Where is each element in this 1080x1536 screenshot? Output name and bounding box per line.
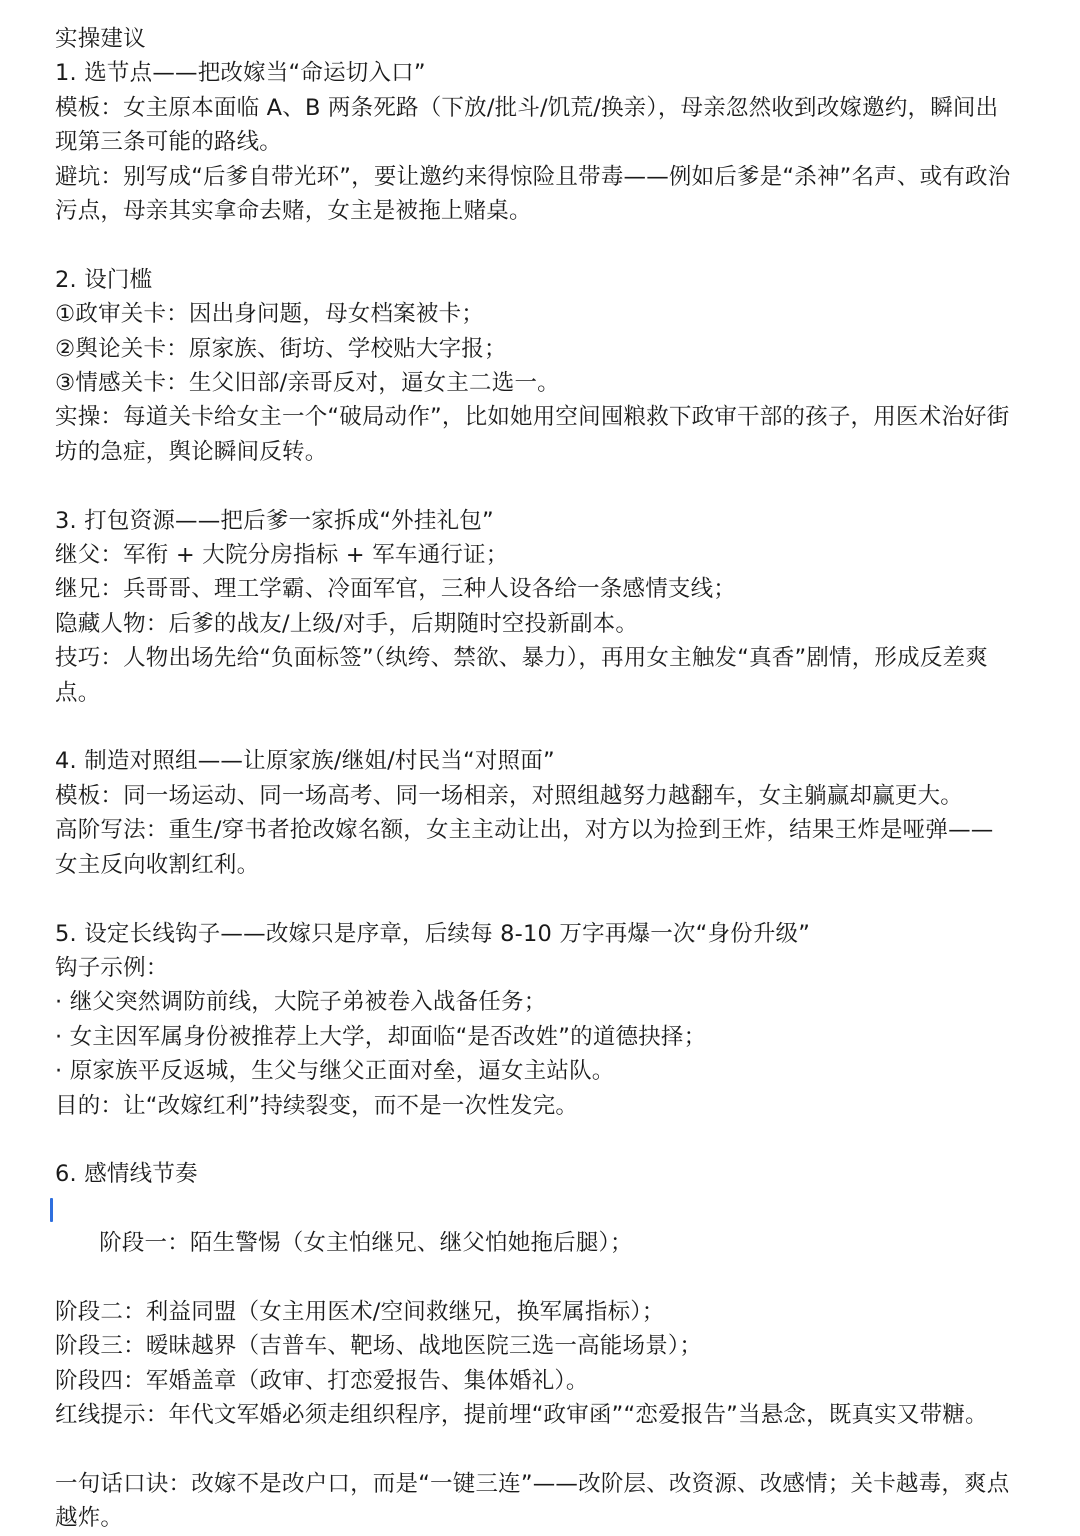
stage-line-with-cursor[interactable] [55, 1192, 1045, 1295]
section-3 [55, 504, 1045, 710]
closing-line: 越炸。 [55, 1505, 124, 1532]
list-item: ③情感关卡：生父旧部/亲哥反对，逼女主二选一。 [55, 370, 560, 397]
paragraph-gap [55, 882, 1045, 916]
section-5 [55, 917, 1045, 1123]
paragraph-line: 技巧：人物出场先给“负面标签”（纨绔、禁欲、暴力），再用女主触发“真香”剧情，形成反差爽 [55, 645, 988, 672]
section-title: 5. 设定长线钩子——改嫁只是序章，后续每 8-10 万字再爆一次“身份升级” [55, 920, 811, 947]
list-item: ②舆论关卡：原家族、街坊、学校贴大字报； [55, 335, 507, 362]
document-heading: 实操建议 [55, 26, 146, 52]
section-title: 4. 制造对照组——让原家族/继姐/村民当“对照面” [55, 748, 555, 775]
paragraph-line: 点。 [55, 679, 101, 706]
paragraph-gap [55, 228, 1045, 262]
closing-line: 一句话口诀：改嫁不是改户口，而是“一键三连”——改阶层、改资源、改感情；关卡越毒，爽点 [55, 1470, 1010, 1497]
stage-item: 阶段二：利益同盟（女主用医术/空间救继兄，换军属指标）； [55, 1298, 665, 1325]
paragraph-line: 模板：女主原本面临 A、B 两条死路（下放/批斗/饥荒/换亲），母亲忽然收到改嫁邀约，瞬间出 [55, 94, 999, 121]
closing-section [55, 1467, 1045, 1536]
paragraph-line: 女主反向收割红利。 [55, 851, 260, 878]
section-4 [55, 744, 1045, 882]
stage-item: 阶段四：军婚盖章（政审、打恋爱报告、集体婚礼）。 [55, 1367, 589, 1394]
paragraph-line: 污点，母亲其实拿命去赌，女主是被拖上赌桌。 [55, 198, 532, 225]
paragraph-line: 继兄：兵哥哥、理工学霸、冷面军官，三种人设各给一条感情支线； [55, 576, 737, 603]
paragraph-gap [55, 1433, 1045, 1467]
paragraph-line: 避坑：别写成“后爹自带光环”，要让邀约来得惊险且带毒——例如后爹是“杀神”名声、或有政治 [55, 163, 1011, 190]
section-title: 3. 打包资源——把后爹一家拆成“外挂礼包” [55, 507, 494, 534]
section-title: 1. 选节点——把改嫁当“命运切入口” [55, 60, 426, 87]
paragraph-line: 红线提示：年代文军婚必须走组织程序，提前埋“政审函”“恋爱报告”当悬念，既真实又带糖。 [55, 1402, 988, 1429]
paragraph-gap [55, 469, 1045, 503]
paragraph-gap [55, 1123, 1045, 1157]
paragraph-line: 坊的急症，舆论瞬间反转。 [55, 438, 328, 465]
stage-item: 阶段三：暧昧越界（吉普车、靶场、战地医院三选一高能场景）； [55, 1333, 703, 1360]
paragraph-gap [55, 710, 1045, 744]
section-2 [55, 263, 1045, 469]
bullet-item: · 继父突然调防前线，大院子弟被卷入战备任务； [55, 989, 547, 1016]
section-title: 2. 设门槛 [55, 266, 153, 293]
section-1 [55, 56, 1045, 228]
section-title: 6. 感情线节奏 [55, 1161, 198, 1188]
bullet-item: · 女主因军属身份被推荐上大学，却面临“是否改姓”的道德抉择； [55, 1023, 707, 1050]
paragraph-line: 现第三条可能的路线。 [55, 129, 283, 156]
paragraph-line: 钩子示例： [55, 954, 169, 981]
text-cursor [50, 1198, 53, 1222]
list-item: ①政审关卡：因出身问题，母女档案被卡； [55, 301, 484, 328]
paragraph-line: 模板：同一场运动、同一场高考、同一场相亲，对照组越努力越翻车，女主躺赢却赢更大。 [55, 782, 964, 809]
paragraph-line: 高阶写法：重生/穿书者抢改嫁名额，女主主动让出，对方以为捡到王炸，结果王炸是哑弹—— [55, 817, 994, 844]
section-6 [55, 1157, 1045, 1432]
paragraph-line: 继父：军衔 + 大院分房指标 + 军车通行证； [55, 542, 509, 569]
paragraph-line: 隐藏人物：后爹的战友/上级/对手，后期随时空投新副本。 [55, 610, 639, 637]
stage-item: 阶段一：陌生警惕（女主怕继兄、继父怕她拖后腿）； [99, 1230, 633, 1257]
paragraph-line: 目的：让“改嫁红利”持续裂变，而不是一次性发完。 [55, 1092, 579, 1119]
paragraph-line: 实操：每道关卡给女主一个“破局动作”，比如她用空间囤粮救下政审干部的孩子，用医术治好街 [55, 404, 1010, 431]
bullet-item: · 原家族平反返城，生父与继父正面对垒，逼女主站队。 [55, 1058, 615, 1085]
document-body[interactable] [55, 22, 1045, 1536]
